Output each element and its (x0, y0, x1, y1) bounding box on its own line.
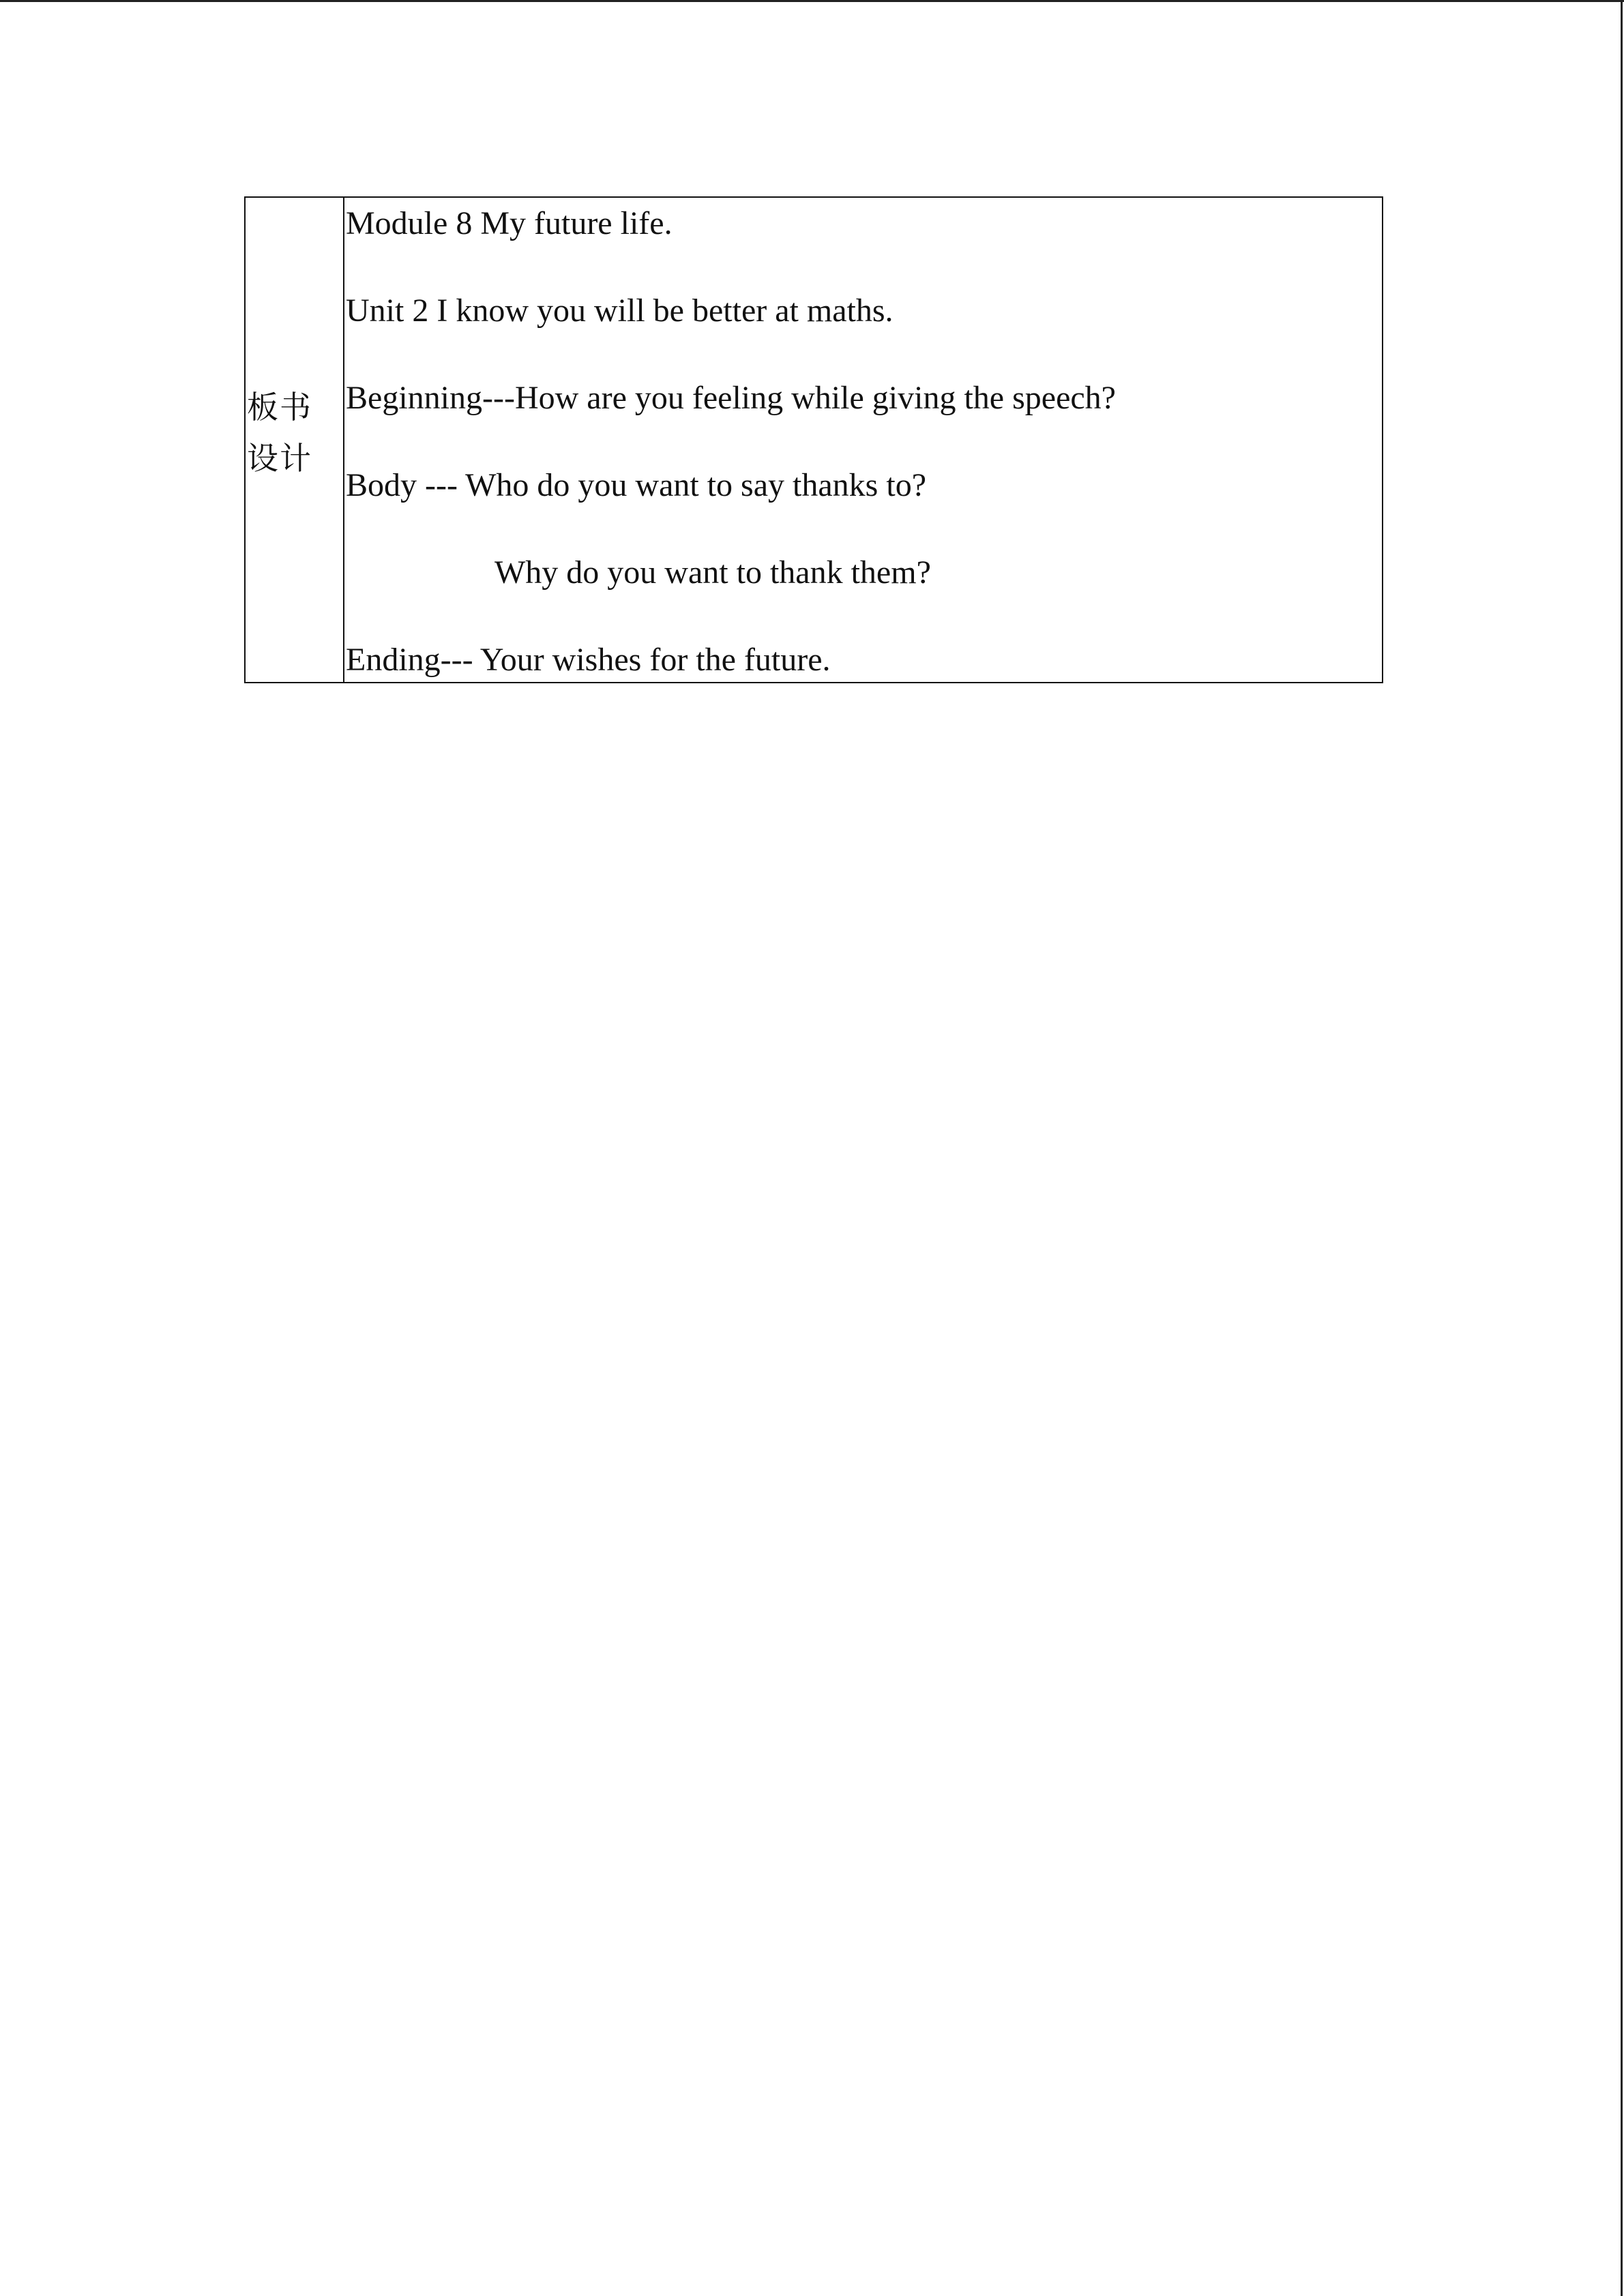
ending-line: Ending--- Your wishes for the future. (346, 642, 831, 678)
line-gap (344, 243, 1382, 292)
unit-title: Unit 2 I know you will be better at maths. (346, 293, 894, 329)
line-gap (344, 592, 1382, 641)
line-gap (344, 417, 1382, 466)
table-row (245, 197, 1383, 683)
page-right-edge (1621, 0, 1623, 2296)
board-design-label: 板书设计 (247, 389, 312, 477)
line-gap (344, 330, 1382, 379)
board-design-table (244, 196, 1383, 683)
module-title: Module 8 My future life. (346, 205, 673, 241)
label-cell (245, 197, 344, 683)
page-top-edge (0, 0, 1624, 2)
beginning-line: Beginning---How are you feeling while giving the speech? (346, 380, 1116, 416)
body-line: Body --- Who do you want to say thanks to? (346, 467, 926, 503)
line-gap (344, 505, 1382, 554)
content-cell (344, 197, 1383, 683)
body-subline: Why do you want to thank them? (494, 554, 931, 591)
